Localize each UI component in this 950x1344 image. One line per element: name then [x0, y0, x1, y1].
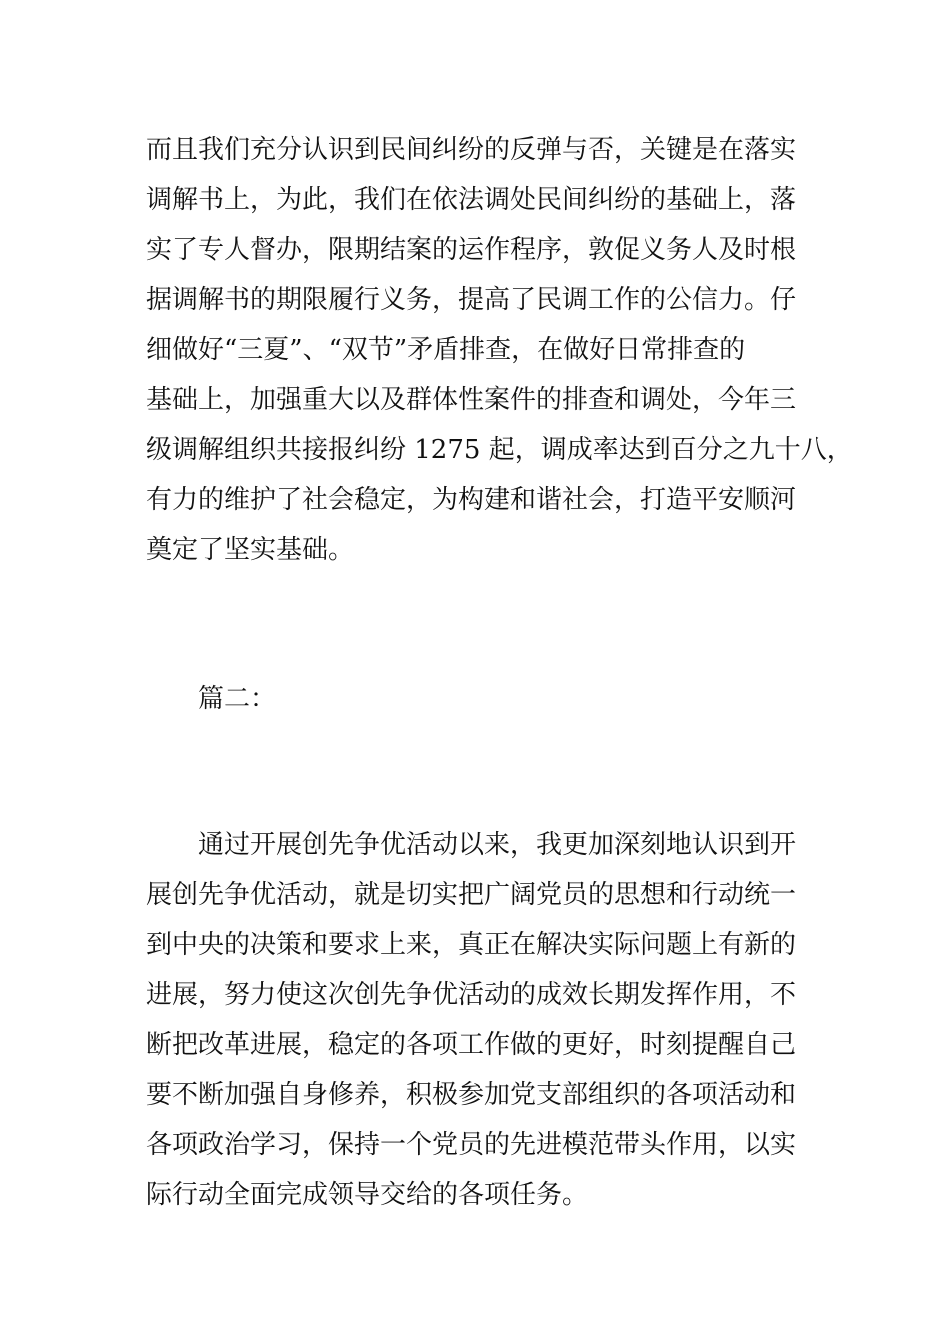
paragraph-line: 展创先争优活动，就是切实把广阔党员的思想和行动统一 — [146, 880, 797, 910]
paragraph-line: 实了专人督办，限期结案的运作程序，敦促义务人及时根 — [146, 235, 797, 265]
section-heading: 篇二： — [198, 684, 277, 714]
paragraph-line: 要不断加强自身修养，积极参加党支部组织的各项活动和 — [146, 1080, 797, 1110]
paragraph-line: 断把改革进展，稳定的各项工作做的更好，时刻提醒自己 — [146, 1030, 797, 1060]
paragraph-line: 基础上，加强重大以及群体性案件的排查和调处，今年三 — [146, 385, 797, 415]
paragraph-line: 通过开展创先争优活动以来，我更加深刻地认识到开 — [198, 830, 797, 860]
paragraph-line: 据调解书的期限履行义务，提高了民调工作的公信力。仔 — [146, 285, 797, 315]
paragraph-line: 有力的维护了社会稳定，为构建和谐社会，打造平安顺河 — [146, 485, 797, 515]
paragraph-line: 际行动全面完成领导交给的各项任务。 — [146, 1180, 589, 1210]
paragraph-line: 调解书上，为此，我们在依法调处民间纠纷的基础上，落 — [146, 185, 797, 215]
paragraph-line: 而且我们充分认识到民间纠纷的反弹与否，关键是在落实 — [146, 135, 797, 165]
paragraph-line: 奠定了坚实基础。 — [146, 535, 355, 565]
paragraph-line: 各项政治学习，保持一个党员的先进模范带头作用，以实 — [146, 1130, 797, 1160]
paragraph-line: 级调解组织共接报纠纷 1275 起，调成率达到百分之九十八， — [146, 435, 853, 465]
paragraph-line: 进展，努力使这次创先争优活动的成效长期发挥作用，不 — [146, 980, 797, 1010]
paragraph-line: 细做好“三夏”、“双节”矛盾排查，在做好日常排查的 — [146, 335, 746, 365]
paragraph-line: 到中央的决策和要求上来，真正在解决实际问题上有新的 — [146, 930, 797, 960]
